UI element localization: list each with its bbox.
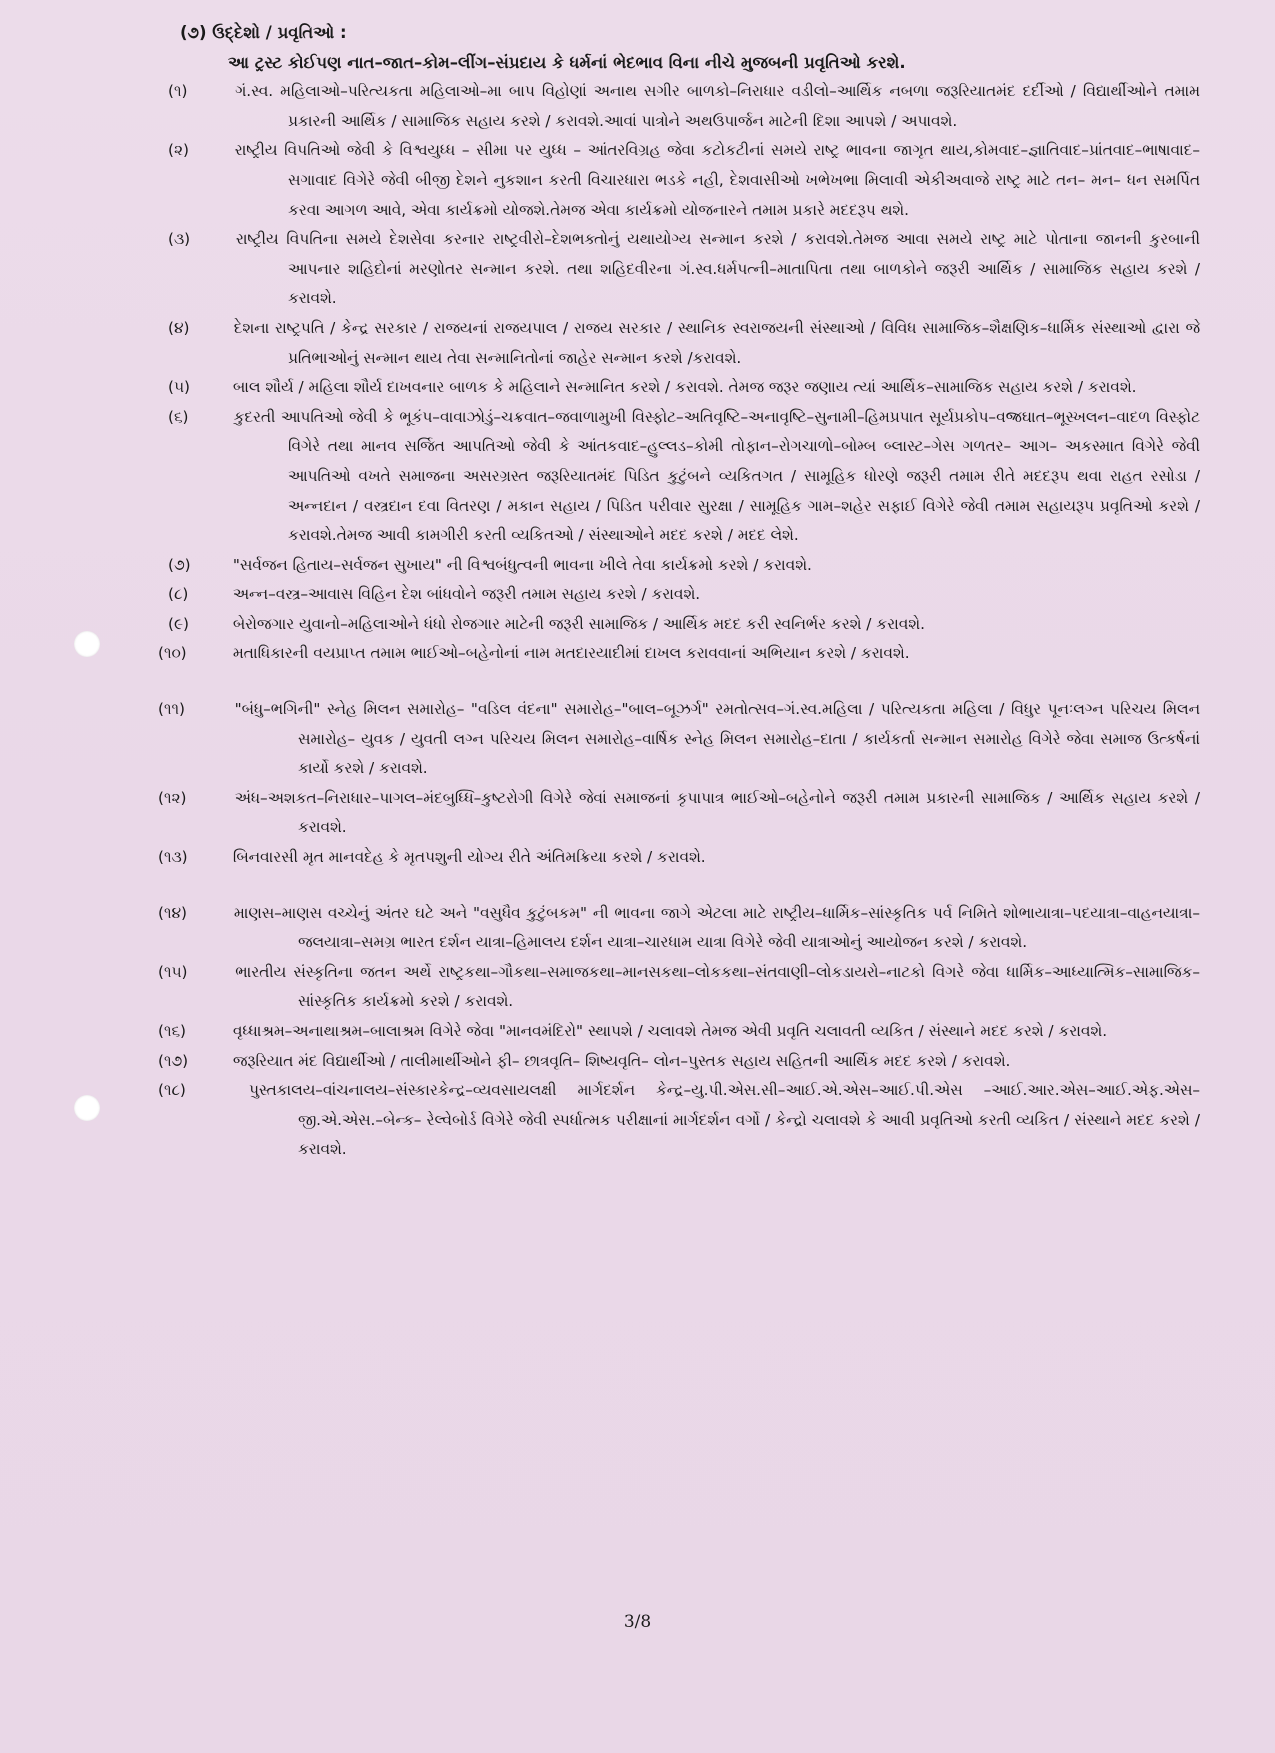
item-text: "સર્વજન હિતાય–સર્વજન સુખાય" ની વિશ્વબંધુત્વની ભાવના ખીલે તેવા કાર્યક્રમો કરશે / કરાવશે.	[232, 555, 812, 574]
list-item: (૧૮) પુસ્તકાલય–વાંચનાલય–સંસ્કારકેન્દ્ર–વ્યવસાયલક્ષી માર્ગદર્શન કેન્દ્ર–યુ.પી.એસ.સી–આઈ.એ.એસ–આઈ.પી.એસ –આઈ.આર.એસ–આઈ.એફ.એસ–જી.એ.એસ.–બેન્ક– રેલ્વેબોર્ડ વિગેરે જેવી સ્પર્ધાત્મક પરીક્ષાનાં માર્ગદર્શન વર્ગો / કેન્દ્રો ચલાવશે કે આવી પ્રવૃતિઓ કરતી વ્યકિત / સંસ્થાને મદદ કરશે / કરાવશે.	[158, 1081, 1200, 1159]
item-text: મતાધિકારની વયપ્રાપ્ત તમામ ભાઈઓ–બહેનોનાં નામ મતદારયાદીમાં દાખલ કરાવવાનાં અભિયાન કરશે / કરાવશે.	[232, 644, 910, 663]
item-text: રાષ્ટ્રીય વિપતિઓ જેવી કે વિશ્વયુધ્ધ – સીમા પર યુધ્ધ – આંતરવિગ્રહ જેવા કટોકટીનાં સમયે રાષ્ટ્ર ભાવના જાગૃત થાય,કોમવાદ–જ્ઞાતિવાદ–પ્રાંતવાદ–ભાષાવાદ–સગાવાદ વિગેરે જેવી બીજી દેશને નુકશાન કરતી વિચારધારા ભડકે નહી, દેશવાસીઓ ખભેખભા મિલાવી એકીઅવાજે રાષ્ટ્ર માટે તન– મન– ધન સમર્પિત કરવા આગળ આવે, એવા કાર્યક્રમો યોજશે.તેમજ એવા કાર્યક્રમો યોજનારને તમામ પ્રકારે મદદરૂપ થશે.	[234, 141, 1200, 219]
item-text: કુદરતી આપતિઓ જેવી કે ભૂકંપ–વાવાઝોડું–ચક્રવાત–જવાળામુખી વિસ્ફોટ–અતિવૃષ્ટિ–અનાવૃષ્ટિ–સુનામી–હિમપ્રપાત સૂર્યપ્રકોપ–વજ્રઘાત–ભૂસ્ખલન–વાદળ વિસ્ફોટ વિગેરે તથા માનવ સર્જિત આપતિઓ જેવી કે આંતકવાદ–હુલ્લડ–કોમી તોફાન–રોગચાળો–બોમ્બ બ્લાસ્ટ–ગેસ ગળતર– આગ– અકસ્માત વિગેરે જેવી આપતિઓ વખતે સમાજના અસરગ્રસ્ત જરૂરિયાતમંદ પિડિત કુટુંબને વ્યકિતગત / સામૂહિક ધોરણે જરૂરી તમામ રીતે મદદરૂપ થવા રાહત રસોડા / અન્નદાન / વસ્ત્રદાન દવા વિતરણ / મકાન સહાય / પિડિત પરીવાર સુરક્ષા / સામૂહિક ગામ–શહેર સફાઈ વિગેરે જેવી તમામ સહાયરૂપ પ્રવૃતિઓ કરશે / કરાવશે.તેમજ આવી કામગીરી કરતી વ્યકિતઓ / સંસ્થાઓને મદદ કરશે / મદદ લેશે.	[233, 407, 1200, 545]
list-item: (૯) બેરોજગાર યુવાનો–મહિલાઓને ધંધો રોજગાર માટેની જરૂરી સામાજિક / આર્થિક મદદ કરી સ્વનિર્ભર કરશે / કરાવશે.	[168, 614, 925, 633]
item-text: વૃધ્ધાશ્રમ–અનાથાશ્રમ–બાલાશ્રમ વિગેરે જેવા "માનવમંદિરો" સ્થાપશે / ચલાવશે તેમજ એવી પ્રવૃતિ ચલાવતી વ્યકિત / સંસ્થાને મદદ કરશે / કરાવશે.	[232, 1022, 1108, 1040]
item-text: બેરોજગાર યુવાનો–મહિલાઓને ધંધો રોજગાર માટેની જરૂરી સામાજિક / આર્થિક મદદ કરી સ્વનિર્ભર કરશે / કરાવશે.	[232, 614, 925, 633]
list-item: (૩) રાષ્ટ્રીય વિપતિના સમયે દેશસેવા કરનાર રાષ્ટ્રવીરો–દેશભક્તોનું યથાયોગ્ય સન્માન કરશે / કરાવશે.તેમજ આવા સમયે રાષ્ટ્ર માટે પોતાના જાનની કુરબાની આપનાર શહિદોનાં મરણોતર સન્માન કરશે. તથા શહિદવીરના ગં.સ્વ.ધર્મપત્ની–માતાપિતા તથા બાળકોને જરૂરી આર્થિક / સામાજિક સહાય કરશે / કરાવશે.	[168, 230, 1200, 308]
item-text: ગં.સ્વ. મહિલાઓ–પરિત્યકતા મહિલાઓ–મા બાપ વિહોણાં અનાથ સગીર બાળકો–નિરાધાર વડીલો–આર્થિક નબળા જરૂરિયાતમંદ દર્દીઓ / વિદ્યાર્થીઓને તમામ પ્રકારની આર્થિક / સામાજિક સહાય કરશે / કરાવશે.આવાં પાત્રોને અથઉપાર્જન માટેની દિશા આપશે / અપાવશે.	[235, 82, 1200, 130]
item-text: બિનવારસી મૃત માનવદેહ કે મૃતપશુની યોગ્ય રીતે અંતિમક્રિયા કરશે / કરાવશે.	[232, 848, 706, 867]
document-body	[158, 18, 1200, 1165]
list-item: (૧૨) અંધ–અશકત–નિરાધાર–પાગલ–મંદબુધ્ધિ–કુષ્ટરોગી વિગેરે જેવાં સમાજનાં કૃપાપાત્ર ભાઈઓ–બહેનોને જરૂરી તમામ પ્રકારની સામાજિક / આર્થિક સહાય કરશે / કરાવશે.	[158, 788, 1200, 837]
list-item: (૧૩) બિનવારસી મૃત માનવદેહ કે મૃતપશુની યોગ્ય રીતે અંતિમક્રિયા કરશે / કરાવશે.	[158, 848, 706, 867]
list-item: (૪) દેશના રાષ્ટ્રપતિ / કેન્દ્ર સરકાર / રાજયનાં રાજયપાલ / રાજય સરકાર / સ્થાનિક સ્વરાજયની સંસ્થાઓ / વિવિધ સામાજિક–શૈક્ષણિક–ધાર્મિક સંસ્થાઓ દ્વારા જે પ્રતિભાઓનું સન્માન થાય તેવા સન્માનિતોનાં જાહેર સન્માન કરશે /કરાવશે.	[168, 318, 1200, 367]
item-text: દેશના રાષ્ટ્રપતિ / કેન્દ્ર સરકાર / રાજયનાં રાજયપાલ / રાજય સરકાર / સ્થાનિક સ્વરાજયની સંસ્થાઓ / વિવિધ સામાજિક–શૈક્ષણિક–ધાર્મિક સંસ્થાઓ દ્વારા જે પ્રતિભાઓનું સન્માન થાય તેવા સન્માનિતોનાં જાહેર સન્માન કરશે /કરાવશે.	[233, 318, 1200, 367]
list-item: (૭) "સર્વજન હિતાય–સર્વજન સુખાય" ની વિશ્વબંધુત્વની ભાવના ખીલે તેવા કાર્યક્રમો કરશે / કરાવશે.	[168, 555, 812, 574]
list-item: (૧૦) મતાધિકારની વયપ્રાપ્ત તમામ ભાઈઓ–બહેનોનાં નામ મતદારયાદીમાં દાખલ કરાવવાનાં અભિયાન કરશે / કરાવશે.	[158, 644, 910, 663]
item-text: રાષ્ટ્રીય વિપતિના સમયે દેશસેવા કરનાર રાષ્ટ્રવીરો–દેશભક્તોનું યથાયોગ્ય સન્માન કરશે / કરાવશે.તેમજ આવા સમયે રાષ્ટ્ર માટે પોતાના જાનની કુરબાની આપનાર શહિદોનાં મરણોતર સન્માન કરશે. તથા શહિદવીરના ગં.સ્વ.ધર્મપત્ની–માતાપિતા તથા બાળકોને જરૂરી આર્થિક / સામાજિક સહાય કરશે / કરાવશે.	[235, 230, 1200, 308]
list-item: (૧૪) માણસ–માણસ વચ્ચેનું અંતર ઘટે અને "વસુધૈવ કુટુંબકમ" ની ભાવના જાગે એટલા માટે રાષ્ટ્રીય–ધાર્મિક–સાંસ્કૃતિક પર્વ નિમિતે શોભાયાત્રા–પદયાત્રા–વાહનયાત્રા–જલયાત્રા–સમગ્ર ભારત દર્શન યાત્રા–હિમાલય દર્શન યાત્રા–ચારધામ યાત્રા વિગેરે જેવી યાત્રાઓનું આયોજન કરશે / કરાવશે.	[158, 903, 1200, 952]
item-text: જરૂરિયાત મંદ વિદ્યાર્થીઓ / તાલીમાર્થીઓને ફી– છાત્રવૃતિ– શિષ્યવૃતિ– લોન–પુસ્તક સહાય સહિતની આર્થિક મદદ કરશે / કરાવશે.	[232, 1051, 1011, 1070]
list-item: (૧૧) "બંધુ–ભગિની" સ્નેહ મિલન સમારોહ– "વડિલ વંદના" સમારોહ–"બાલ–બૂઝર્ગ" રમતોત્સવ–ગં.સ્વ.મહિલા / પરિત્યકતા મહિલા / વિધુર પૂનઃલગ્ન પરિચય મિલન સમારોહ– યુવક / યુવતી લગ્ન પરિચય મિલન સમારોહ–વાર્ષિક સ્નેહ મિલન સમારોહ–દાતા / કાર્યકર્તા સન્માન સમારોહ વિગેરે જેવા સમાજ ઉત્કર્ષનાં કાર્યો કરશે / કરાવશે.	[158, 700, 1200, 778]
list-item: (૫) બાલ શૌર્ય / મહિલા શૌર્ય દાખવનાર બાળક કે મહિલાને સન્માનિત કરશે / કરાવશે. તેમજ જરૂર જણાય ત્યાં આર્થિક–સામાજિક સહાય કરશે / કરાવશે.	[168, 378, 1137, 397]
list-item: (૮) અન્ન–વસ્ત્ર–આવાસ વિહિન દેશ બાંધવોને જરૂરી તમામ સહાય કરશે / કરાવશે.	[168, 585, 701, 604]
item-text: "બંધુ–ભગિની" સ્નેહ મિલન સમારોહ– "વડિલ વંદના" સમારોહ–"બાલ–બૂઝર્ગ" રમતોત્સવ–ગં.સ્વ.મહિલા / પરિત્યકતા મહિલા / વિધુર પૂનઃલગ્ન પરિચય મિલન સમારોહ– યુવક / યુવતી લગ્ન પરિચય મિલન સમારોહ–વાર્ષિક સ્નેહ મિલન સમારોહ–દાતા / કાર્યકર્તા સન્માન સમારોહ વિગેરે જેવા સમાજ ઉત્કર્ષનાં કાર્યો કરશે / કરાવશે.	[234, 700, 1200, 778]
list-item: (૧૫) ભારતીય સંસ્કૃતિના જતન અર્થે રાષ્ટ્રકથા–ગૌકથા–સમાજકથા–માનસકથા–લોકકથા–સંતવાણી–લોકડાયરો–નાટકો વિગરે જેવા ધાર્મિક–આધ્યાત્મિક–સામાજિક–સાંસ્કૃતિક કાર્યક્રમો કરશે / કરાવશે.	[158, 962, 1200, 1011]
list-item: (૧૭) જરૂરિયાત મંદ વિદ્યાર્થીઓ / તાલીમાર્થીઓને ફી– છાત્રવૃતિ– શિષ્યવૃતિ– લોન–પુસ્તક સહાય સહિતની આર્થિક મદદ કરશે / કરાવશે.	[158, 1051, 1011, 1070]
list-item: (૬) કુદરતી આપતિઓ જેવી કે ભૂકંપ–વાવાઝોડું–ચક્રવાત–જવાળામુખી વિસ્ફોટ–અતિવૃષ્ટિ–અનાવૃષ્ટિ–સુનામી–હિમપ્રપાત સૂર્યપ્રકોપ–વજ્રઘાત–ભૂસ્ખલન–વાદળ વિસ્ફોટ વિગેરે તથા માનવ સર્જિત આપતિઓ જેવી કે આંતકવાદ–હુલ્લડ–કોમી તોફાન–રોગચાળો–બોમ્બ બ્લાસ્ટ–ગેસ ગળતર– આગ– અકસ્માત વિગેરે જેવી આપતિઓ વખતે સમાજના અસરગ્રસ્ત જરૂરિયાતમંદ પિડિત કુટુંબને વ્યકિતગત / સામૂહિક ધોરણે જરૂરી તમામ રીતે મદદરૂપ થવા રાહત રસોડા / અન્નદાન / વસ્ત્રદાન દવા વિતરણ / મકાન સહાય / પિડિત પરીવાર સુરક્ષા / સામૂહિક ગામ–શહેર સફાઈ વિગેરે જેવી તમામ સહાયરૂપ પ્રવૃતિઓ કરશે / કરાવશે.તેમજ આવી કામગીરી કરતી વ્યકિતઓ / સંસ્થાઓને મદદ કરશે / મદદ લેશે.	[168, 407, 1200, 545]
section-intro: આ ટ્રસ્ટ કોઈપણ નાત–જાત–કોમ–લીંગ–સંપ્રદાય કે ધર્મનાં ભેદભાવ વિના નીચે મુજબની પ્રવૃતિઓ કરશે.	[228, 52, 906, 72]
list-item: (૧) ગં.સ્વ. મહિલાઓ–પરિત્યકતા મહિલાઓ–મા બાપ વિહોણાં અનાથ સગીર બાળકો–નિરાધાર વડીલો–આર્થિક નબળા જરૂરિયાતમંદ દર્દીઓ / વિદ્યાર્થીઓને તમામ પ્રકારની આર્થિક / સામાજિક સહાય કરશે / કરાવશે.આવાં પાત્રોને અથઉપાર્જન માટેની દિશા આપશે / અપાવશે.	[168, 82, 1200, 130]
section-heading: (૭) ઉદ્દેશો / પ્રવૃતિઓ :	[180, 23, 347, 42]
item-text: પુસ્તકાલય–વાંચનાલય–સંસ્કારકેન્દ્ર–વ્યવસાયલક્ષી માર્ગદર્શન કેન્દ્ર–યુ.પી.એસ.સી–આઈ.એ.એસ–આઈ.પી.એસ –આઈ.આર.એસ–આઈ.એફ.એસ–જી.એ.એસ.–બેન્ક– રેલ્વેબોર્ડ વિગેરે જેવી સ્પર્ધાત્મક પરીક્ષાનાં માર્ગદર્શન વર્ગો / કેન્દ્રો ચલાવશે કે આવી પ્રવૃતિઓ કરતી વ્યકિત / સંસ્થાને મદદ કરશે / કરાવશે.	[248, 1081, 1200, 1159]
punch-hole-top	[74, 631, 100, 657]
list-item: (૨) રાષ્ટ્રીય વિપતિઓ જેવી કે વિશ્વયુધ્ધ – સીમા પર યુધ્ધ – આંતરવિગ્રહ જેવા કટોકટીનાં સમયે રાષ્ટ્ર ભાવના જાગૃત થાય,કોમવાદ–જ્ઞાતિવાદ–પ્રાંતવાદ–ભાષાવાદ–સગાવાદ વિગેરે જેવી બીજી દેશને નુકશાન કરતી વિચારધારા ભડકે નહી, દેશવાસીઓ ખભેખભા મિલાવી એકીઅવાજે રાષ્ટ્ર માટે તન– મન– ધન સમર્પિત કરવા આગળ આવે, એવા કાર્યક્રમો યોજશે.તેમજ એવા કાર્યક્રમો યોજનારને તમામ પ્રકારે મદદરૂપ થશે.	[168, 141, 1200, 219]
list-item: (૧૬) વૃધ્ધાશ્રમ–અનાથાશ્રમ–બાલાશ્રમ વિગેરે જેવા "માનવમંદિરો" સ્થાપશે / ચલાવશે તેમજ એવી પ્રવૃતિ ચલાવતી વ્યકિત / સંસ્થાને મદદ કરશે / કરાવશે.	[158, 1022, 1108, 1040]
punch-hole-bottom	[74, 1095, 100, 1121]
page-number: 3/8	[623, 1612, 652, 1632]
item-text: ભારતીય સંસ્કૃતિના જતન અર્થે રાષ્ટ્રકથા–ગૌકથા–સમાજકથા–માનસકથા–લોકકથા–સંતવાણી–લોકડાયરો–નાટકો વિગરે જેવા ધાર્મિક–આધ્યાત્મિક–સામાજિક–સાંસ્કૃતિક કાર્યક્રમો કરશે / કરાવશે.	[235, 962, 1200, 1011]
item-text: અન્ન–વસ્ત્ર–આવાસ વિહિન દેશ બાંધવોને જરૂરી તમામ સહાય કરશે / કરાવશે.	[232, 585, 701, 604]
item-text: અંધ–અશકત–નિરાધાર–પાગલ–મંદબુધ્ધિ–કુષ્ટરોગી વિગેરે જેવાં સમાજનાં કૃપાપાત્ર ભાઈઓ–બહેનોને જરૂરી તમામ પ્રકારની સામાજિક / આર્થિક સહાય કરશે / કરાવશે.	[234, 788, 1200, 837]
item-text: બાલ શૌર્ય / મહિલા શૌર્ય દાખવનાર બાળક કે મહિલાને સન્માનિત કરશે / કરાવશે. તેમજ જરૂર જણાય ત્યાં આર્થિક–સામાજિક સહાય કરશે / કરાવશે.	[232, 378, 1137, 397]
item-text: માણસ–માણસ વચ્ચેનું અંતર ઘટે અને "વસુધૈવ કુટુંબકમ" ની ભાવના જાગે એટલા માટે રાષ્ટ્રીય–ધાર્મિક–સાંસ્કૃતિક પર્વ નિમિતે શોભાયાત્રા–પદયાત્રા–વાહનયાત્રા–જલયાત્રા–સમગ્ર ભારત દર્શન યાત્રા–હિમાલય દર્શન યાત્રા–ચારધામ યાત્રા વિગેરે જેવી યાત્રાઓનું આયોજન કરશે / કરાવશે.	[233, 903, 1200, 952]
